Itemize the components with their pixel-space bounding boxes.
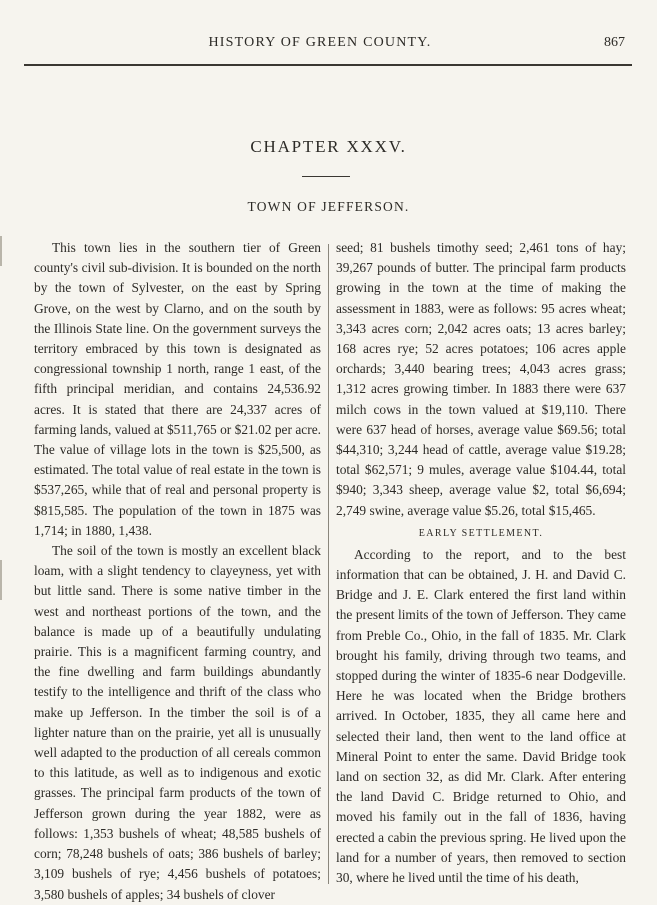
left-column	[34, 238, 321, 905]
running-head: HISTORY OF GREEN COUNTY.	[208, 35, 432, 50]
right-column	[336, 238, 626, 888]
paragraph-early-settlement: According to the report, and to the best information that can be obtained, J. H. and David C. Bridge and J. E. Clark entered the first land within the present limits of the town of Jefferson. They came from Preble Co., Ohio, in the fall of 1835. Mr. Clark brought his family, driving through two teams, and stopped during the winter of 1835-6 near Dodgeville. Here he was located when the Bridge brothers arrived. In October, 1835, they all came here and selected their land, then went to the land office at Mineral Point to enter the same. David Bridge took land on section 32, as did Mr. Clark. After entering the land David C. Bridge returned to Ohio, and moved his family out in the fall of 1836, having erected a cabin the previous spring. He lived upon the land for a number of years, then removed to section 30, where he lived until the time of his death,	[336, 546, 626, 886]
paragraph-boundaries: This town lies in the southern tier of Green county's civil sub-division. It is bounded on the north by the town of Sylvester, on the east by Spring Grove, on the west by Clarno, and on the south by the Illinois State line. On the government surveys the territory embraced by this town is designated as congressional township 1 north, range 1 east, of the fifth principal meridian, and contains 24,536.92 acres. It is stated that there are 24,337 acres of farming lands, valued at $511,765 or $21.02 per acre. The value of village lots in the town is $25,500, as estimated. The total value of real estate in the town is $537,265, while that of real and personal property is $815,585. The population of the town in 1875 was 1,714; in 1880, 1,438.	[34, 240, 321, 538]
page-header	[0, 24, 657, 48]
section-title: TOWN OF JEFFERSON.	[247, 199, 410, 214]
left-margin-shadow	[0, 236, 2, 266]
chapter-divider	[302, 176, 350, 177]
paragraph-soil: The soil of the town is mostly an excellent black loam, with a slight tendency to clayeyness, yet with but little sand. There is some native timber in the west and northeast portions of the town, and the balance is made up of a beautifully undulating prairie. This is a magnificent farming country, and the fine dwelling and farm buildings abundantly testify to the intelligence and thrift of the class who make up Jefferson. In the timber the soil is of a lighter nature than on the prairie, yet all is unusually well adapted to the production of all cereals common to this latitude, as well as to indigenous and exotic grasses. The principal farm products of the town of Jefferson grown during the year 1882, were as follows: 1,353 bushels of wheat; 48,585 bushels of corn; 78,248 bushels of oats; 386 bushels of barley; 3,109 bushels of rye; 4,456 bushels of potatoes; 3,580 bushels of apples; 34 bushels of clover	[34, 543, 321, 902]
header-rule	[24, 64, 632, 66]
column-divider	[328, 244, 329, 884]
subheading-early-settlement: EARLY SETTLEMENT.	[418, 527, 544, 539]
paragraph-continued: seed; 81 bushels timothy seed; 2,461 tons of hay; 39,267 pounds of butter. The principal farm products growing in the town at the time of making the assessment in 1883, were as follows: 95 acres wheat; 3,343 acres corn; 2,042 acres oats; 13 acres barley; 168 acres rye; 52 acres potatoes; 106 acres apple orchards; 3,440 bearing trees; 4,043 acres grass; 1,312 acres growing timber. In 1883 there were 637 milch cows in the town valued at $19,110. There were 637 head of horses, average value $69.56; total $44,310; 3,244 head of cattle, average value $19.28; total $62,571; 9 mules, average value $104.44, total $940; 3,343 sheep, average value $2, total $6,694; 2,749 swine, average value $5.26, total $15,465.	[336, 240, 626, 518]
page-number: 867	[604, 35, 625, 50]
chapter-title: CHAPTER XXXV.	[250, 137, 407, 156]
left-margin-shadow	[0, 560, 2, 600]
